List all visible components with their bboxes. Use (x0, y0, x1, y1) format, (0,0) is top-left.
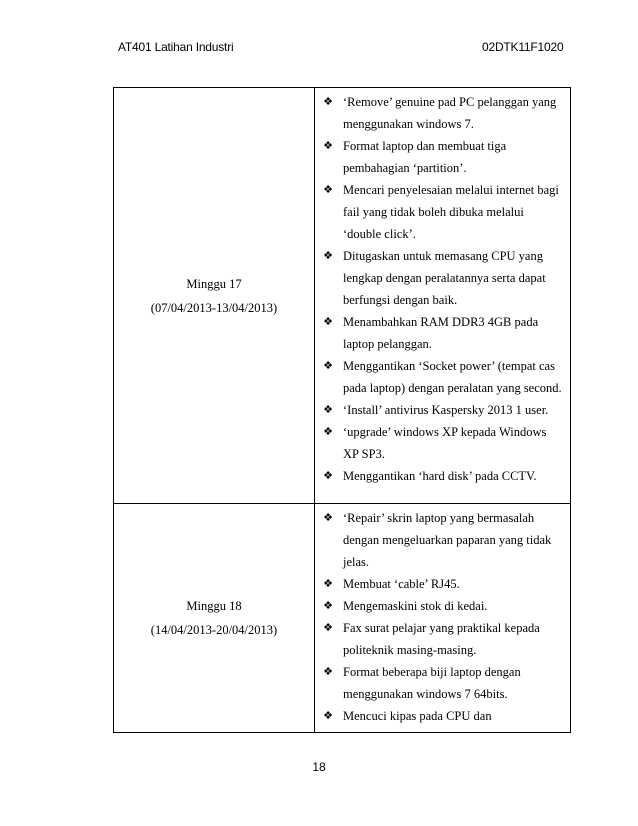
header-course-title: AT401 Latihan Industri (118, 40, 234, 54)
task-text: Format laptop dan membuat tiga pembahagian ‘partition’. (343, 139, 507, 175)
task-text: Fax surat pelajar yang praktikal kepada politeknik masing-masing. (343, 621, 540, 657)
diamond-bullet-icon: ❖ (323, 139, 333, 152)
page-number: 18 (312, 760, 326, 774)
list-item (315, 465, 570, 487)
task-text: ‘Repair’ skrin laptop yang bermasalah dengan mengeluarkan paparan yang tidak jelas. (343, 511, 552, 569)
task-text: Format beberapa biji laptop dengan menggunakan windows 7 64bits. (343, 665, 521, 701)
task-text: ‘Remove’ genuine pad PC pelanggan yang menggunakan windows 7. (343, 95, 557, 131)
diamond-bullet-icon: ❖ (323, 709, 333, 722)
table-row (114, 504, 571, 733)
task-text: Menggantikan ‘Socket power’ (tempat cas pada laptop) dengan peralatan yang second. (343, 359, 562, 395)
list-item (315, 661, 570, 705)
list-item (315, 311, 570, 355)
list-item (315, 179, 570, 245)
list-item (315, 617, 570, 661)
tasks-cell (315, 88, 571, 504)
list-item (315, 355, 570, 399)
list-item (315, 245, 570, 311)
diamond-bullet-icon: ❖ (323, 665, 333, 678)
week-cell (114, 88, 315, 504)
diamond-bullet-icon: ❖ (323, 95, 333, 108)
list-item (315, 705, 570, 727)
task-text: Mengemaskini stok di kedai. (343, 599, 488, 613)
task-text: Ditugaskan untuk memasang CPU yang lengkap dengan peralatannya serta dapat berfungsi dengan baik. (343, 249, 546, 307)
list-item (315, 507, 570, 573)
task-text: Mencuci kipas pada CPU dan (343, 709, 492, 723)
list-item (315, 399, 570, 421)
diamond-bullet-icon: ❖ (323, 577, 333, 590)
diamond-bullet-icon: ❖ (323, 599, 333, 612)
task-text: ‘Install’ antivirus Kaspersky 2013 1 user. (343, 403, 549, 417)
week-date-range: (07/04/2013-13/04/2013) (150, 300, 278, 315)
list-item (315, 91, 570, 135)
task-text: Menambahkan RAM DDR3 4GB pada laptop pelanggan. (343, 315, 539, 351)
table-row (114, 88, 571, 504)
diamond-bullet-icon: ❖ (323, 359, 333, 372)
diamond-bullet-icon: ❖ (323, 425, 333, 438)
diamond-bullet-icon: ❖ (323, 621, 333, 634)
task-text: Membuat ‘cable’ RJ45. (343, 577, 460, 591)
task-text: Menggantikan ‘hard disk’ pada CCTV. (343, 469, 537, 483)
diamond-bullet-icon: ❖ (323, 511, 333, 524)
tasks-cell (315, 504, 571, 733)
task-list (315, 91, 570, 487)
diamond-bullet-icon: ❖ (323, 183, 333, 196)
list-item (315, 573, 570, 595)
header-student-id: 02DTK11F1020 (482, 40, 564, 54)
list-item (315, 421, 570, 465)
list-item (315, 135, 570, 179)
task-text: ‘upgrade’ windows XP kepada Windows XP SP3. (343, 425, 547, 461)
diamond-bullet-icon: ❖ (323, 403, 333, 416)
week-label: Minggu 18 (186, 599, 242, 613)
week-cell (114, 504, 315, 733)
diamond-bullet-icon: ❖ (323, 315, 333, 328)
weekly-log-table (113, 87, 571, 733)
week-label: Minggu 17 (186, 276, 242, 291)
list-item (315, 595, 570, 617)
task-list (315, 507, 570, 727)
task-text: Mencari penyelesaian melalui internet bagi fail yang tidak boleh dibuka melalui ‘double click’. (343, 183, 559, 241)
week-date-range: (14/04/2013-20/04/2013) (150, 623, 278, 637)
diamond-bullet-icon: ❖ (323, 249, 333, 262)
diamond-bullet-icon: ❖ (323, 469, 333, 482)
